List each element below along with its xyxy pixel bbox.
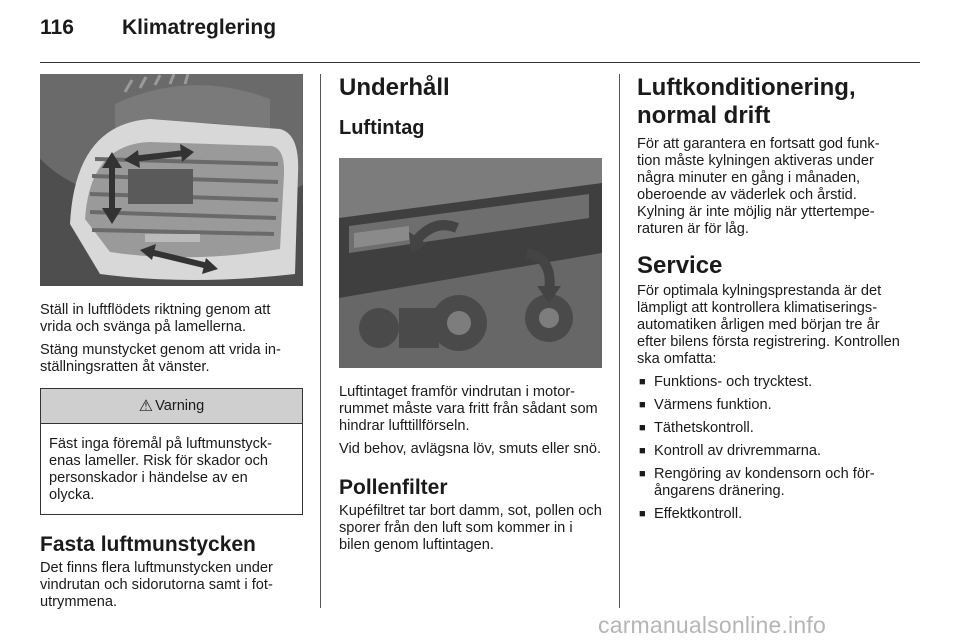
- section-title-pollen-filter: Pollenfilter: [339, 476, 448, 499]
- page-header: [40, 16, 920, 46]
- list-item: ■ Kontroll av drivremmarna.: [639, 443, 822, 459]
- section-title-fixed-vents: Fasta luftmunstycken: [40, 533, 256, 556]
- list-item: ■ Funktions- och trycktest.: [639, 374, 813, 390]
- bullet-icon: ■: [639, 422, 646, 434]
- column-divider: [320, 74, 321, 608]
- column-1: [40, 74, 303, 611]
- list-item: ■ Effektkontroll.: [639, 506, 743, 522]
- list-item: ■ Rengöring av kondensorn och för-ångarens dränering.: [639, 466, 875, 499]
- air-intake-text: Luftintaget framför vindrutan i motor-rummet måste vara fritt från sådant som hindrar lufttillförseln.: [339, 384, 598, 434]
- vent-direction-text: Ställ in luftflödets riktning genom att vrida och svänga på lamellerna.: [40, 302, 271, 335]
- bullet-icon: ■: [639, 445, 646, 457]
- service-text: För optimala kylningsprestanda är det lämpligt att kontrollera klimatiserings-automatiken årligen med början tre år efter bilens första registrering. Kontrollen ska omfatta:: [637, 283, 900, 367]
- page-number: 116: [40, 16, 74, 39]
- air-vent-illustration-icon: [40, 74, 303, 286]
- bullet-icon: ■: [639, 468, 646, 480]
- bullet-icon: ■: [639, 399, 646, 411]
- column-3: [637, 74, 902, 529]
- bullet-icon: ■: [639, 508, 646, 520]
- section-title-maintenance: Underhåll: [339, 74, 450, 101]
- list-item: ■ Värmens funktion.: [639, 397, 772, 413]
- air-intake-clean-text: Vid behov, avlägsna löv, smuts eller snö.: [339, 441, 602, 457]
- service-checklist: [637, 374, 902, 523]
- warning-text: Fäst inga föremål på luftmunstyck-enas lameller. Risk för skador och personskador i händelse av en olycka.: [49, 436, 273, 503]
- warning-box: [40, 388, 303, 515]
- section-title-ac-normal: Luftkonditionering, normal drift: [637, 74, 856, 129]
- bullet-icon: ■: [639, 376, 646, 388]
- watermark: carmanualsonline.info: [598, 612, 826, 638]
- column-divider: [619, 74, 620, 608]
- chapter-title: Klimatreglering: [122, 16, 277, 39]
- warning-triangle-icon: ⚠: [138, 398, 154, 415]
- header-rule: [40, 62, 920, 63]
- warning-header: [41, 389, 302, 424]
- section-title-service: Service: [637, 252, 723, 279]
- air-intake-illustration-icon: [339, 158, 602, 368]
- pollen-filter-text: Kupéfiltret tar bort damm, sot, pollen och sporer från den luft som kommer in i bilen genom luftintagen.: [339, 503, 602, 553]
- warning-title: Varning: [155, 398, 205, 414]
- vent-close-text: Stäng munstycket genom att vrida in-ställningsratten åt vänster.: [40, 342, 281, 375]
- column-2: [339, 74, 602, 554]
- subsection-title-air-intake: Luftintag: [339, 117, 425, 139]
- list-item: ■ Täthetskontroll.: [639, 420, 754, 436]
- fixed-vents-text: Det finns flera luftmunstycken under vindrutan och sidorutorna samt i fot-utrymmena.: [40, 560, 273, 610]
- ac-normal-text: För att garantera en fortsatt god funk-tion måste kylningen aktiveras under några minuter en gång i månaden, oberoende av väderlek och årstid. Kylning är inte möjlig när yttertempe-raturen är för låg.: [637, 136, 880, 237]
